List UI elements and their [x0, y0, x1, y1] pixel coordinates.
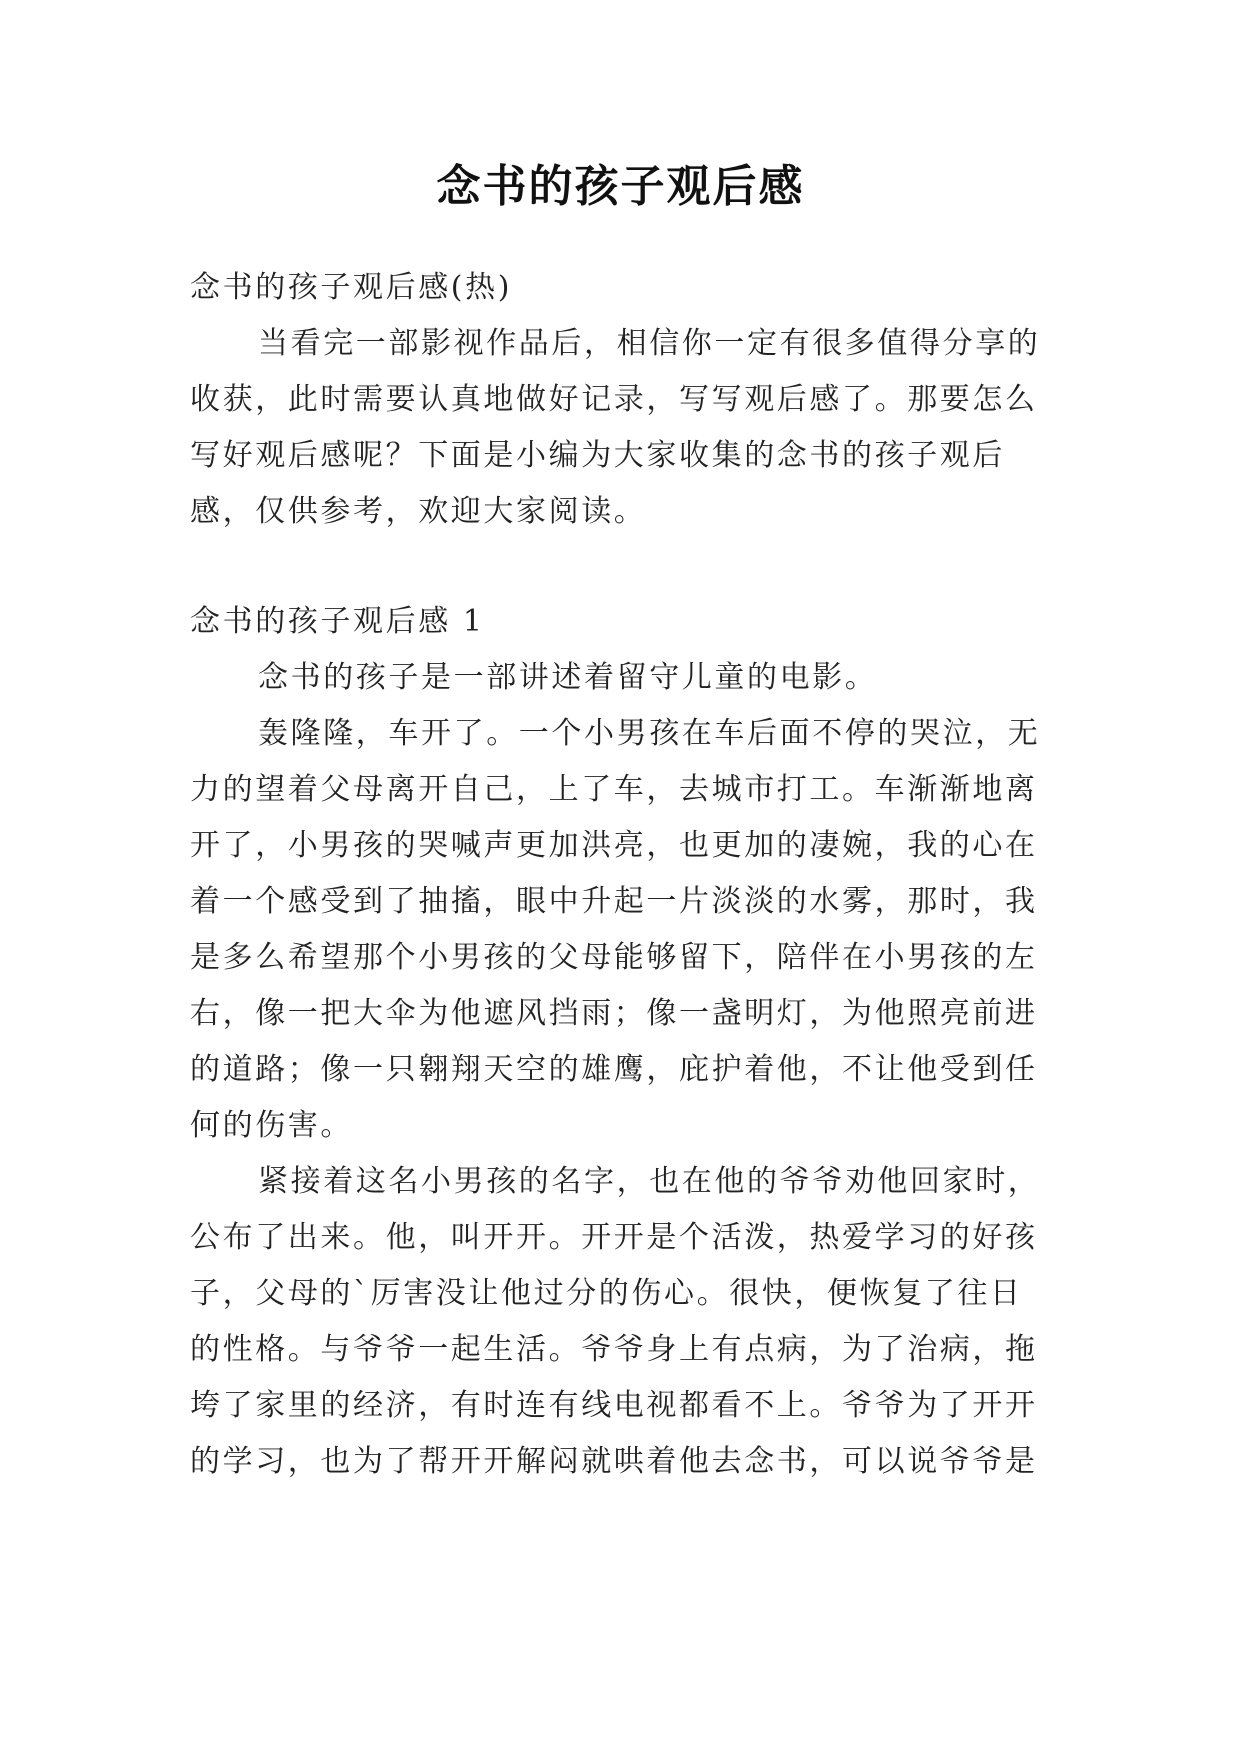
- body-line-13: 的性格。与爷爷一起生活。爷爷身上有点病，为了治病，拖: [190, 1332, 1038, 1367]
- body-line-4: 开了，小男孩的哭喊声更加洪亮，也更加的凄婉，我的心在: [190, 828, 1038, 863]
- body-line-11: 公布了出来。他，叫开开。开开是个活泼，热爱学习的好孩: [190, 1220, 1038, 1255]
- body-line-3: 力的望着父母离开自己，上了车，去城市打工。车渐渐地离: [190, 772, 1038, 807]
- body-line-12: 子，父母的`厉害没让他过分的伤心。很快，便恢复了往日: [190, 1276, 1023, 1311]
- intro-line-2: 收获，此时需要认真地做好记录，写写观后感了。那要怎么: [190, 382, 1038, 417]
- intro-line-3: 写好观后感呢？下面是小编为大家收集的念书的孩子观后: [190, 438, 1005, 473]
- document-title: 念书的孩子观后感: [436, 161, 805, 212]
- section-heading-1: 念书的孩子观后感 1: [190, 604, 485, 639]
- body-line-10: 紧接着这名小男孩的名字，也在他的爷爷劝他回家时，: [258, 1164, 1041, 1199]
- body-line-6: 是多么希望那个小男孩的父母能够留下，陪伴在小男孩的左: [190, 940, 1038, 975]
- subtitle-line: 念书的孩子观后感(热): [190, 270, 513, 305]
- intro-line-4: 感，仅供参考，欢迎大家阅读。: [190, 494, 647, 529]
- body-line-14: 垮了家里的经济，有时连有线电视都看不上。爷爷为了开开: [190, 1388, 1038, 1423]
- body-line-1: 念书的孩子是一部讲述着留守儿童的电影。: [258, 660, 878, 695]
- body-line-9: 何的伤害。: [190, 1108, 353, 1143]
- body-line-5: 着一个感受到了抽搐，眼中升起一片淡淡的水雾，那时，我: [190, 884, 1038, 919]
- body-line-8: 的道路；像一只翱翔天空的雄鹰，庇护着他，不让他受到任: [190, 1052, 1038, 1087]
- intro-line-1: 当看完一部影视作品后，相信你一定有很多值得分享的: [258, 326, 1041, 361]
- body-line-2: 轰隆隆，车开了。一个小男孩在车后面不停的哭泣，无: [258, 716, 1041, 751]
- body-line-7: 右，像一把大伞为他遮风挡雨；像一盏明灯，为他照亮前进: [190, 996, 1038, 1031]
- body-line-15: 的学习，也为了帮开开解闷就哄着他去念书，可以说爷爷是: [190, 1444, 1038, 1479]
